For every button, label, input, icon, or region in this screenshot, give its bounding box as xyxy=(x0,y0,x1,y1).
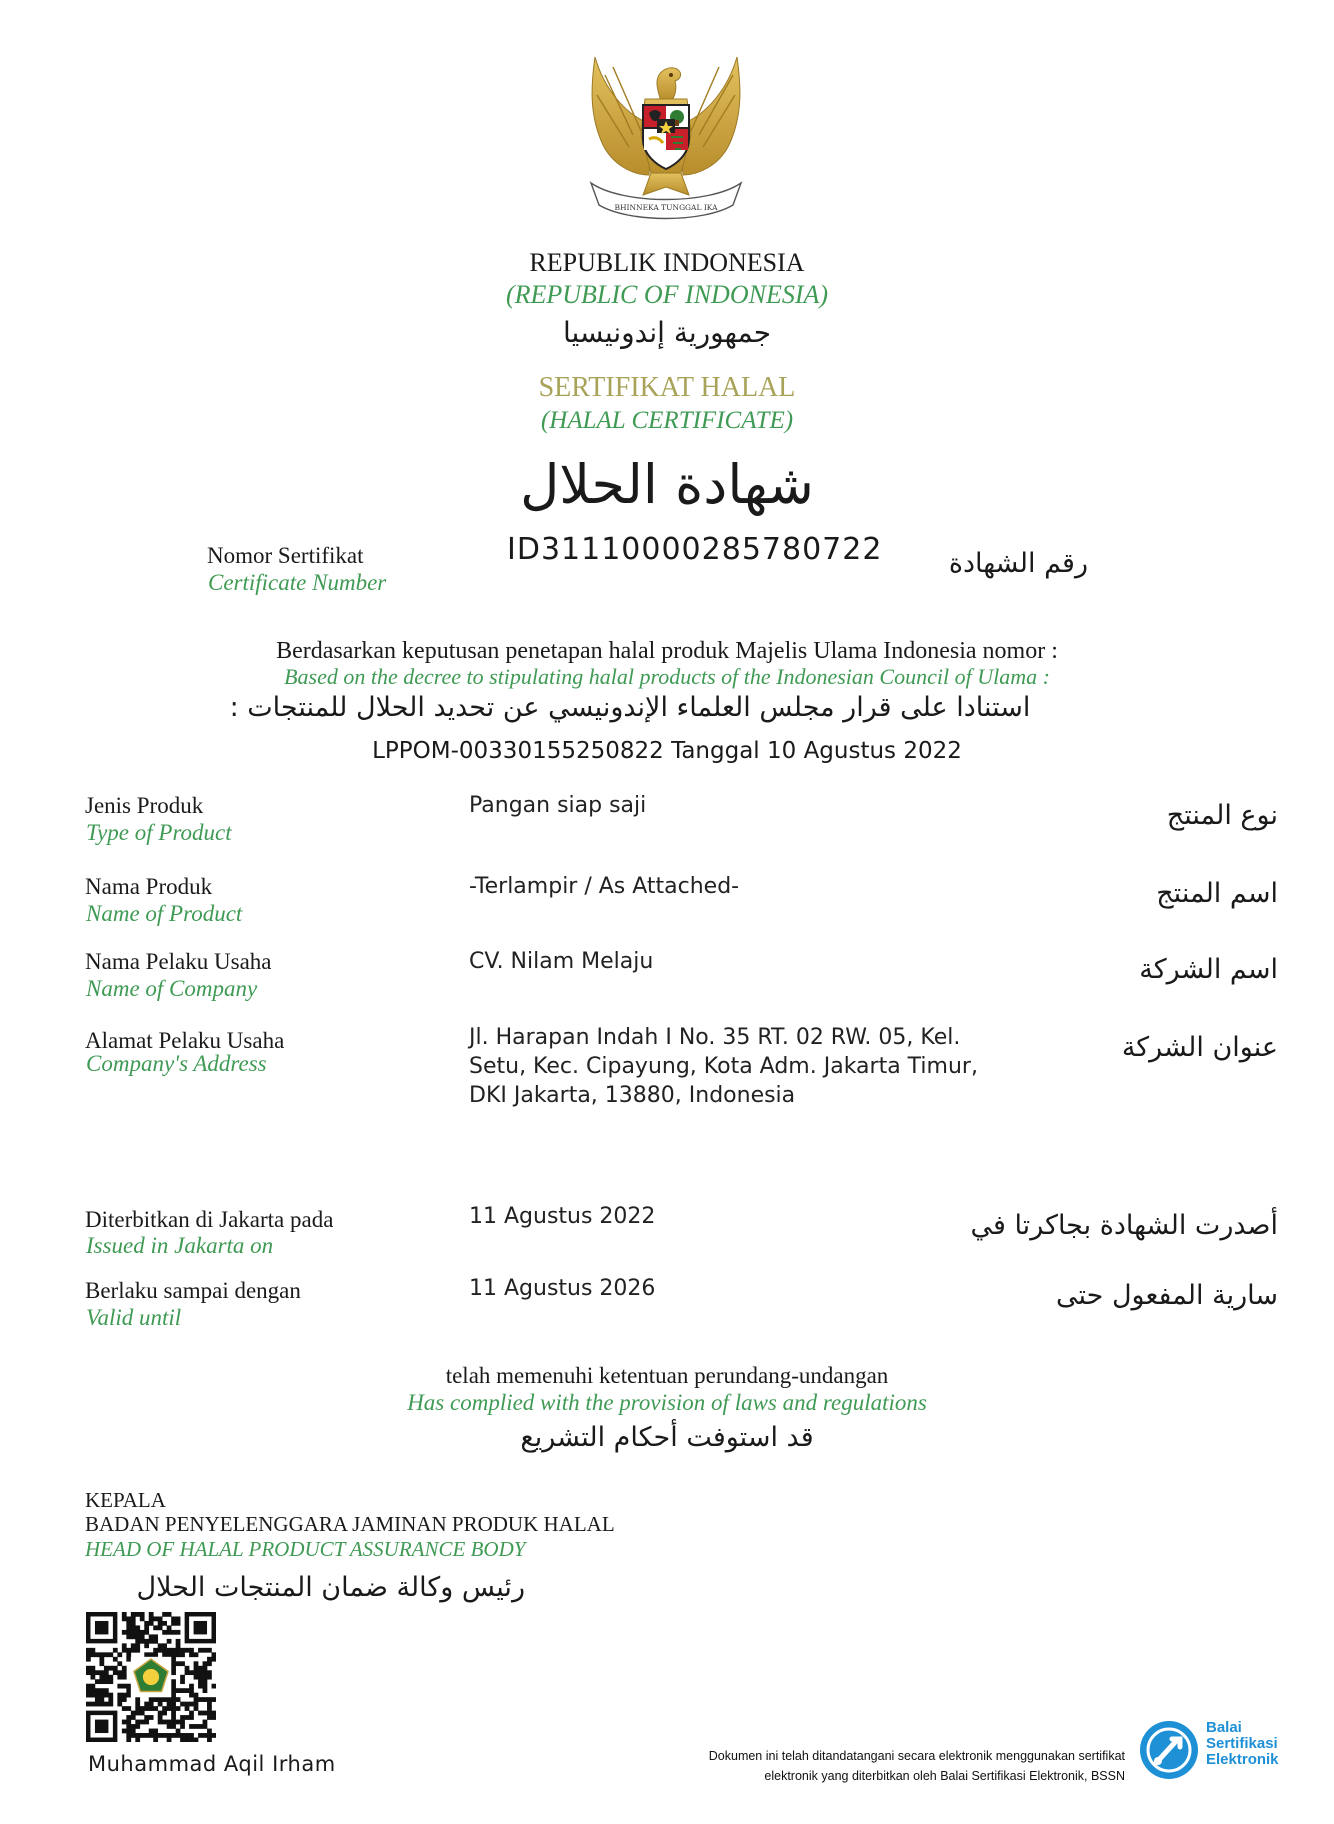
bsre-line-3: Elektronik xyxy=(1206,1751,1279,1768)
field-label-en: Name of Product xyxy=(86,901,243,926)
signatory-title-2: BADAN PENYELENGGARA JAMINAN PRODUK HALAL xyxy=(85,1512,615,1536)
field-label-en: Type of Product xyxy=(86,820,232,845)
date-label-en: Valid until xyxy=(86,1305,182,1330)
field-value: Pangan siap saji xyxy=(469,793,647,818)
certificate-number-value: ID31110000285780722 xyxy=(507,532,883,567)
bsre-logo xyxy=(1138,1718,1318,1782)
date-value: 11 Agustus 2022 xyxy=(469,1204,656,1229)
compliance-text-id: telah memenuhi ketentuan perundang-undangan xyxy=(445,1363,889,1388)
note-line-1: Dokumen ini telah ditandatangani secara elektronik menggunakan sertifikat xyxy=(708,1749,1125,1763)
field-label-id: Jenis Produk xyxy=(85,793,204,818)
note-line-2: elektronik yang diterbitkan oleh Balai Sertifikasi Elektronik, BSSN xyxy=(764,1769,1125,1783)
certificate-title-ar: شهادة الحلال xyxy=(520,453,814,516)
electronic-signature-note xyxy=(520,1746,1125,1786)
date-label-en: Issued in Jakarta on xyxy=(86,1233,274,1258)
country-name-ar: جمهورية إندونيسيا xyxy=(562,316,772,349)
field-value-line: Setu, Kec. Cipayung, Kota Adm. Jakarta Timur, xyxy=(469,1054,978,1079)
date-label-ar: سارية المفعول حتى xyxy=(1056,1280,1278,1311)
certificate-title-id: SERTIFIKAT HALAL xyxy=(538,372,796,403)
emblem-motto: BHINNEKA TUNGGAL IKA xyxy=(614,203,718,212)
signatory-title-ar: رئيس وكالة ضمان المنتجات الحلال xyxy=(136,1572,525,1603)
date-value: 11 Agustus 2026 xyxy=(469,1276,656,1301)
date-label-id: Berlaku sampai dengan xyxy=(85,1278,301,1303)
qr-code[interactable] xyxy=(86,1612,216,1742)
bsre-line-2: Sertifikasi xyxy=(1206,1735,1278,1752)
signatory-title-en: HEAD OF HALAL PRODUCT ASSURANCE BODY xyxy=(85,1537,526,1561)
field-label-id: Nama Pelaku Usaha xyxy=(85,949,272,974)
date-label-id: Diterbitkan di Jakarta pada xyxy=(85,1207,334,1232)
decree-number: LPPOM-00330155250822 Tanggal 10 Agustus 2022 xyxy=(372,738,962,764)
certificate-title-en: (HALAL CERTIFICATE) xyxy=(540,407,794,434)
compliance-text-en: Has complied with the provision of laws and regulations xyxy=(407,1390,927,1415)
field-label-ar: اسم الشركة xyxy=(1139,954,1278,985)
decree-text-id: Berdasarkan keputusan penetapan halal produk Majelis Ulama Indonesia nomor : xyxy=(276,638,1058,664)
country-name-en: (REPUBLIC OF INDONESIA) xyxy=(505,280,829,309)
certificate-number-label-ar: رقم الشهادة xyxy=(948,548,1088,579)
field-label-en: Company's Address xyxy=(86,1051,267,1076)
decree-text-en: Based on the decree to stipulating halal products of the Indonesian Council of Ulama : xyxy=(284,664,1050,689)
field-label-id: Nama Produk xyxy=(85,874,213,899)
field-value: -Terlampir / As Attached- xyxy=(469,874,740,899)
field-label-ar: عنوان الشركة xyxy=(1121,1032,1278,1063)
field-value: CV. Nilam Melaju xyxy=(469,949,654,974)
field-value-line: Jl. Harapan Indah I No. 35 RT. 02 RW. 05, Kel. xyxy=(469,1025,961,1050)
field-label-id: Alamat Pelaku Usaha xyxy=(85,1028,285,1053)
bsre-icon xyxy=(1138,1719,1200,1781)
signatory-name: Muhammad Aqil Irham xyxy=(88,1752,336,1776)
field-label-en: Name of Company xyxy=(86,976,258,1001)
decree-text-ar: استنادا على قرار مجلس العلماء الإندونيسي عن تحديد الحلال للمنتجات : xyxy=(229,692,1031,723)
date-label-ar: أصدرت الشهادة بجاكرتا في xyxy=(970,1210,1278,1241)
signatory-title-1: KEPALA xyxy=(85,1488,166,1512)
country-name-id: REPUBLIK INDONESIA xyxy=(529,248,805,277)
certificate-number-label: Nomor Sertifikat xyxy=(207,543,364,568)
field-value-line: DKI Jakarta, 13880, Indonesia xyxy=(469,1083,796,1108)
compliance-text-ar: قد استوفت أحكام التشريع xyxy=(520,1422,814,1453)
garuda-emblem xyxy=(583,55,749,225)
field-label-ar: اسم المنتج xyxy=(1156,878,1278,909)
qr-code-image xyxy=(86,1612,216,1742)
field-label-ar: نوع المنتج xyxy=(1166,800,1278,831)
certificate-number-label-en: Certificate Number xyxy=(208,570,387,595)
bsre-line-1: Balai xyxy=(1206,1719,1242,1736)
